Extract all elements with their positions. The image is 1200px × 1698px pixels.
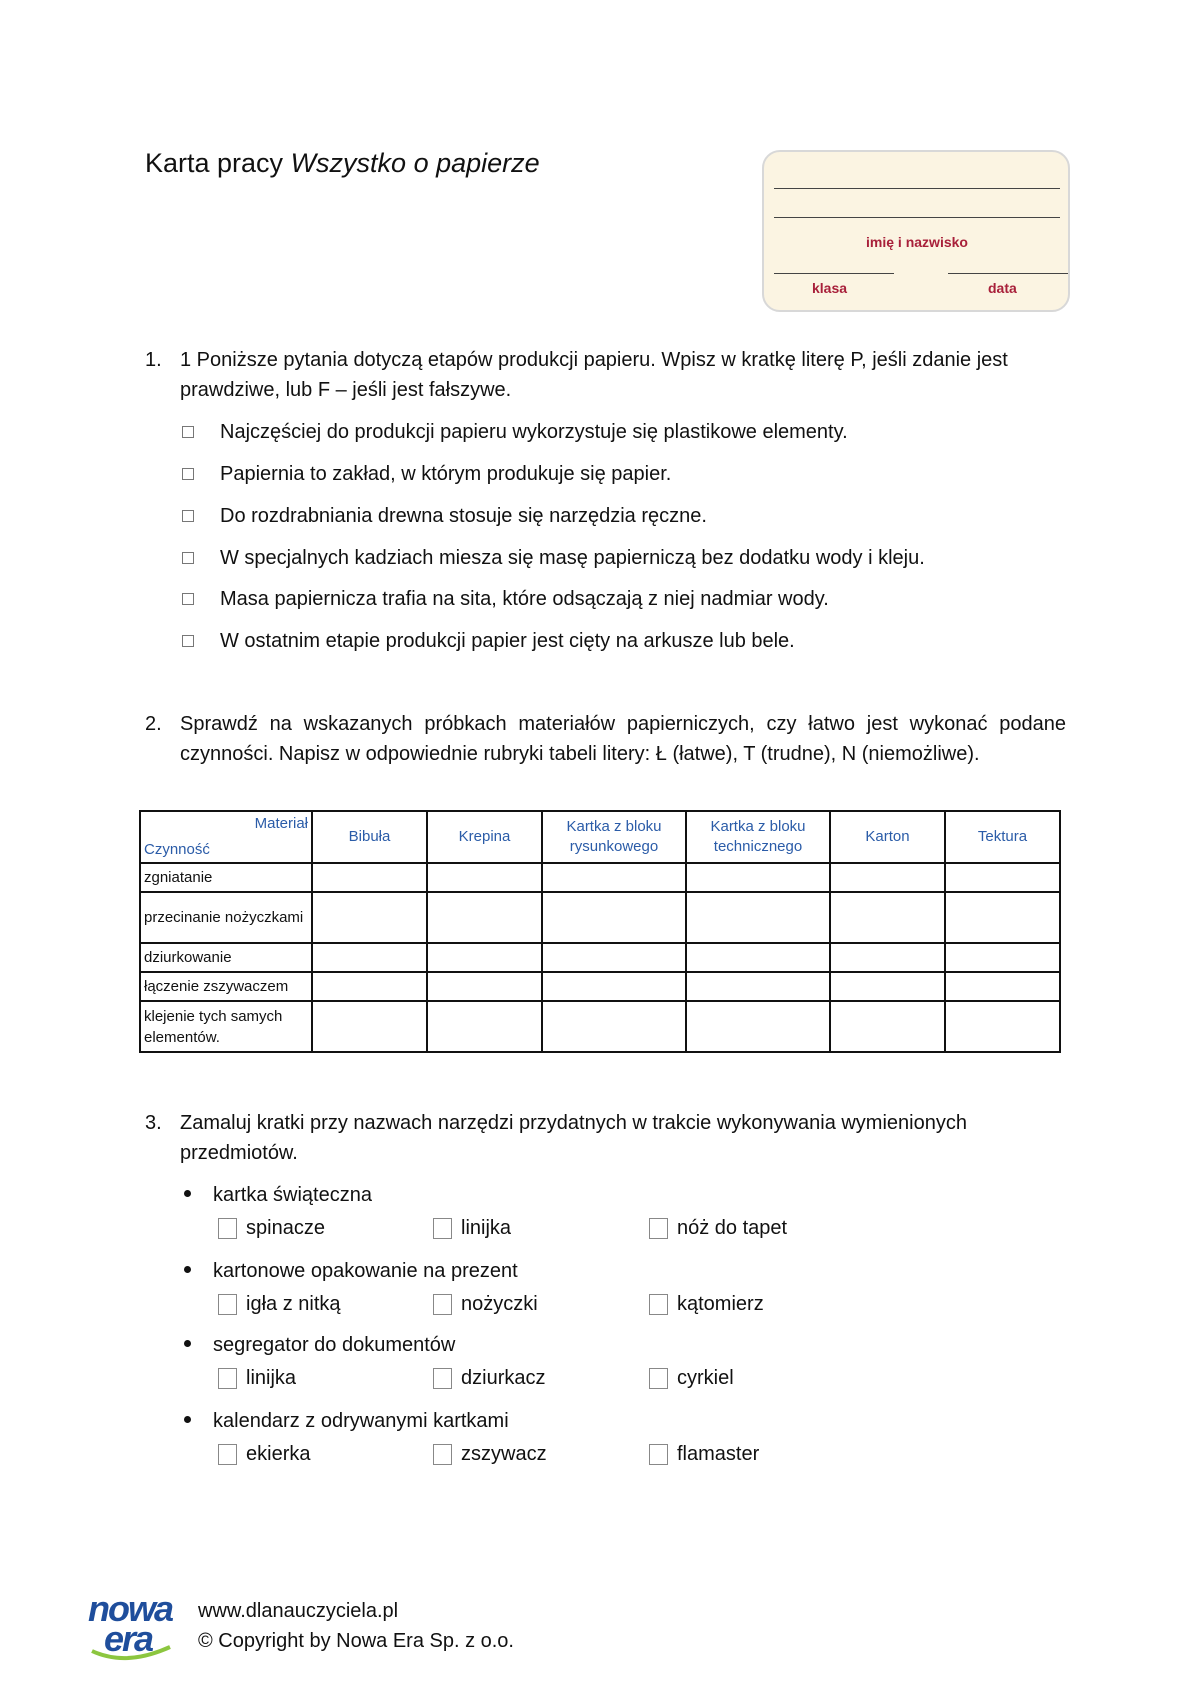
tool-checkbox[interactable] [433, 1368, 452, 1389]
task3-prompt: Zamaluj kratki przy nazwach narzędzi przydatnych w trakcie wykonywania wymienionych przedmiotów. [180, 1112, 967, 1164]
column-header: Kartka z bloku technicznego [686, 811, 830, 863]
answer-cell[interactable] [830, 892, 945, 943]
row-label: dziurkowanie [140, 943, 312, 972]
answer-cell[interactable] [427, 892, 542, 943]
bullet-icon [184, 1340, 191, 1347]
answer-cell[interactable] [542, 863, 686, 892]
task1-statement: Papiernia to zakład, w którym produkuje się papier. [182, 459, 671, 489]
task1-statement: W specjalnych kadziach miesza się masę papierniczą bez dodatku wody i kleju. [182, 543, 925, 573]
class-label: klasa [812, 280, 848, 296]
tool-option[interactable]: nożyczki [433, 1289, 538, 1319]
answer-cell[interactable] [542, 943, 686, 972]
answer-cell[interactable] [312, 892, 427, 943]
answer-cell[interactable] [686, 863, 830, 892]
footer-website[interactable]: www.dlanauczyciela.pl [198, 1600, 399, 1622]
answer-cell[interactable] [686, 972, 830, 1001]
logo-text-line1: nowa [88, 1588, 173, 1629]
task3-number: 3. [145, 1112, 162, 1134]
tool-option[interactable]: flamaster [649, 1439, 759, 1469]
column-header: Bibuła [312, 811, 427, 863]
column-header: Tektura [945, 811, 1060, 863]
name-label: imię i nazwisko [866, 234, 968, 250]
answer-cell[interactable] [830, 863, 945, 892]
task1-statement: W ostatnim etapie produkcji papier jest cięty na arkusze lub bele. [182, 626, 795, 656]
date-label: data [988, 280, 1017, 296]
answer-cell[interactable] [830, 972, 945, 1001]
task2-number: 2. [145, 713, 162, 735]
answer-cell[interactable] [542, 1001, 686, 1052]
answer-cell[interactable] [542, 892, 686, 943]
table-row [140, 892, 1060, 943]
tool-checkbox[interactable] [649, 1294, 668, 1315]
answer-cell[interactable] [945, 1001, 1060, 1052]
date-line[interactable] [948, 273, 1068, 274]
tool-checkbox[interactable] [433, 1218, 452, 1239]
materials-table [139, 810, 1061, 1053]
logo-text-line2: era [104, 1618, 153, 1659]
tool-checkbox[interactable] [218, 1294, 237, 1315]
answer-checkbox[interactable] [182, 510, 194, 522]
answer-cell[interactable] [945, 972, 1060, 1001]
tool-checkbox[interactable] [433, 1294, 452, 1315]
page-title: Karta pracy Wszystko o papierze [145, 148, 540, 178]
corner-material-label: Materiał [254, 815, 308, 832]
class-line[interactable] [774, 273, 894, 274]
footer-copyright: © Copyright by Nowa Era Sp. z o.o. [198, 1630, 514, 1652]
bullet-icon [184, 1416, 191, 1423]
answer-cell[interactable] [945, 892, 1060, 943]
answer-cell[interactable] [427, 972, 542, 1001]
table-header-row [140, 811, 1060, 863]
table-row [140, 972, 1060, 1001]
answer-checkbox[interactable] [182, 593, 194, 605]
answer-cell[interactable] [830, 1001, 945, 1052]
answer-checkbox[interactable] [182, 552, 194, 564]
answer-checkbox[interactable] [182, 635, 194, 647]
name-line-2[interactable] [774, 217, 1060, 218]
answer-cell[interactable] [427, 863, 542, 892]
task3-item: kalendarz z odrywanymi kartkami [184, 1406, 509, 1436]
corner-activity-label: Czynność [144, 841, 210, 858]
answer-cell[interactable] [427, 943, 542, 972]
task1-statement: Masa papiernicza trafia na sita, które odsączają z niej nadmiar wody. [182, 584, 829, 614]
task1-number: 1. [145, 349, 162, 371]
tool-option[interactable]: spinacze [218, 1213, 325, 1243]
answer-cell[interactable] [312, 943, 427, 972]
tool-checkbox[interactable] [649, 1218, 668, 1239]
answer-cell[interactable] [427, 1001, 542, 1052]
answer-cell[interactable] [312, 863, 427, 892]
row-label: zgniatanie [140, 863, 312, 892]
task1-prompt: 1 Poniższe pytania dotyczą etapów produkcji papieru. Wpisz w kratkę literę P, jeśli zdanie jest prawdziwe, lub F – jeśli jest fałszywe. [180, 349, 1008, 401]
row-label: przecinanie nożyczkami [140, 892, 312, 943]
bullet-icon [184, 1266, 191, 1273]
nowa-era-logo [86, 1585, 186, 1665]
student-info-box [762, 150, 1070, 312]
page-title-italic: Wszystko o papierze [290, 148, 540, 178]
task3-item: kartka świąteczna [184, 1180, 372, 1210]
tool-option[interactable]: kątomierz [649, 1289, 764, 1319]
task3-item: kartonowe opakowanie na prezent [184, 1256, 518, 1286]
tool-checkbox[interactable] [649, 1368, 668, 1389]
task1-statement: Do rozdrabniania drewna stosuje się narzędzia ręczne. [182, 501, 707, 531]
tool-checkbox[interactable] [433, 1444, 452, 1465]
answer-cell[interactable] [686, 943, 830, 972]
task3-item: segregator do dokumentów [184, 1330, 455, 1360]
tool-option[interactable]: cyrkiel [649, 1363, 734, 1393]
bullet-icon [184, 1190, 191, 1197]
column-header: Krepina [427, 811, 542, 863]
answer-cell[interactable] [312, 1001, 427, 1052]
answer-cell[interactable] [830, 943, 945, 972]
column-header: Kartka z bloku rysunkowego [542, 811, 686, 863]
tool-checkbox[interactable] [218, 1444, 237, 1465]
row-label: klejenie tych samych elementów. [140, 1001, 312, 1052]
tool-option[interactable]: linijka [433, 1213, 511, 1243]
column-header: Karton [830, 811, 945, 863]
answer-checkbox[interactable] [182, 468, 194, 480]
table-row [140, 943, 1060, 972]
answer-checkbox[interactable] [182, 426, 194, 438]
tool-option[interactable]: dziurkacz [433, 1363, 545, 1393]
tool-checkbox[interactable] [649, 1444, 668, 1465]
name-line-1[interactable] [774, 188, 1060, 189]
table-corner-cell [140, 811, 312, 863]
task2-prompt: Sprawdź na wskazanych próbkach materiałów papierniczych, czy łatwo jest wykonać podane czynności. Napisz w odpowiednie rubryki tabeli litery: Ł (łatwe), T (trudne), N (niemożliwe). [180, 713, 1066, 765]
answer-cell[interactable] [686, 892, 830, 943]
table-row [140, 1001, 1060, 1052]
task1-statement: Najczęściej do produkcji papieru wykorzystuje się plastikowe elementy. [182, 417, 848, 447]
tool-checkbox[interactable] [218, 1368, 237, 1389]
tool-option[interactable]: zszywacz [433, 1439, 547, 1469]
answer-cell[interactable] [945, 943, 1060, 972]
tool-option[interactable]: igła z nitką [218, 1289, 341, 1319]
tool-option[interactable]: linijka [218, 1363, 296, 1393]
answer-cell[interactable] [945, 863, 1060, 892]
tool-option[interactable]: ekierka [218, 1439, 310, 1469]
tool-option[interactable]: nóż do tapet [649, 1213, 787, 1243]
answer-cell[interactable] [686, 1001, 830, 1052]
row-label: łączenie zszywaczem [140, 972, 312, 1001]
answer-cell[interactable] [312, 972, 427, 1001]
tool-checkbox[interactable] [218, 1218, 237, 1239]
table-row [140, 863, 1060, 892]
answer-cell[interactable] [542, 972, 686, 1001]
